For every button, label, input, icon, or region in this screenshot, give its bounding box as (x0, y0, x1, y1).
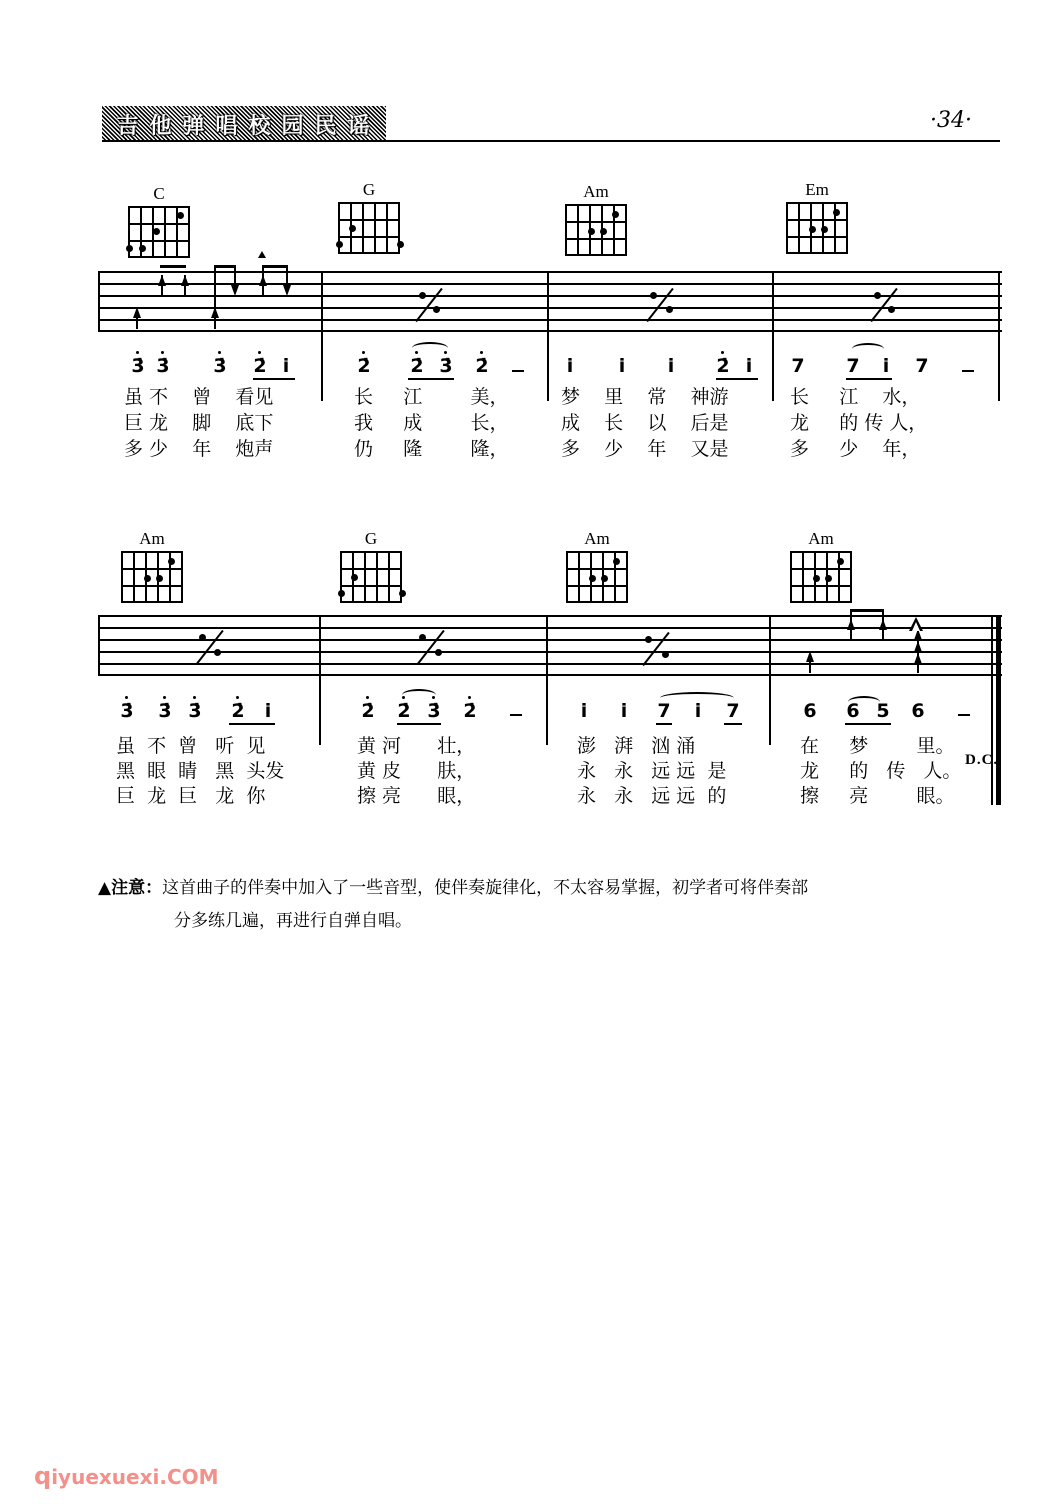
jianpu-note: 3̇ (128, 355, 148, 377)
chord-name: C (153, 184, 165, 203)
strum-up-icon (879, 619, 887, 630)
finger-dot (837, 558, 844, 565)
barline (319, 615, 321, 745)
tie-arc (848, 696, 880, 708)
lyric-verse-1: 在 梦 里。 (800, 735, 955, 757)
lyric-verse-1: 虽 不 曾 听 见 (116, 735, 266, 757)
finger-dot (589, 575, 596, 582)
book-title-banner (102, 106, 386, 142)
chord-name: Am (583, 182, 609, 201)
chord-grid (338, 202, 400, 254)
finger-dot (144, 575, 151, 582)
strum-up-icon (847, 619, 855, 630)
jianpu-note: 2̇ (354, 355, 374, 377)
note-text-line-1: 这首曲子的伴奏中加入了一些音型，使伴奏旋律化，不太容易掌握，初学者可将伴奏部 (162, 878, 809, 898)
strum-down-icon (283, 285, 291, 296)
finger-dot (809, 226, 816, 233)
lyric-verse-3: 多 少 年， (790, 438, 921, 460)
chord-diagram-c (124, 184, 194, 258)
sustain-dash (958, 714, 970, 716)
chord-diagram-g (334, 180, 404, 254)
note-text-line-2: 分多练几遍，再进行自弹自唱。 (174, 911, 412, 931)
tie-arc (412, 342, 448, 354)
title-char: 园 (281, 113, 306, 139)
tie-arc (852, 343, 884, 355)
watermark-text: iyuexuexi.COM (51, 1465, 219, 1489)
watermark-q: q (34, 1462, 52, 1490)
strum-up-icon (158, 275, 166, 286)
chord-diagram-am (786, 529, 856, 603)
chord-name: Am (808, 529, 834, 548)
jianpu-note: i (282, 355, 290, 377)
jianpu-note: 2̇ (407, 355, 427, 377)
chord-diagram-em (782, 180, 852, 254)
finger-dot (126, 245, 133, 252)
finger-dot (825, 575, 832, 582)
strum-down-icon (231, 285, 239, 296)
sustain-dash (512, 370, 524, 372)
lyric-verse-2: 巨 龙 脚 底下 (124, 412, 274, 434)
jianpu-note: 7 (791, 355, 805, 377)
strum-up-icon (914, 653, 922, 664)
finger-dot (336, 241, 343, 248)
barline (769, 615, 771, 745)
lyric-verse-2: 黄 皮 肤， (357, 760, 476, 782)
jianpu-note: i (620, 700, 628, 722)
title-char: 弹 (182, 113, 207, 139)
chord-diagram-am (117, 529, 187, 603)
title-char: 吉 (116, 113, 141, 139)
tie-arc (402, 689, 436, 701)
jianpu-note: i (580, 700, 588, 722)
guitar-staff (98, 271, 1002, 331)
jianpu-note: i (882, 355, 890, 377)
jianpu-note: 6 (803, 700, 817, 722)
jianpu-note: i (745, 355, 753, 377)
strum-up-icon (133, 307, 141, 318)
chord-name: G (364, 529, 378, 548)
strum-up-icon (259, 275, 267, 286)
lyric-verse-2: 龙 的 传 人， (790, 412, 928, 434)
finger-dot (612, 211, 619, 218)
lyric-verse-1: 梦 里 常 神游 (561, 386, 729, 408)
title-char: 民 (314, 113, 339, 139)
jianpu-note: 3̇ (155, 700, 175, 722)
finger-dot (588, 228, 595, 235)
finger-dot (177, 212, 184, 219)
finger-dot (349, 225, 356, 232)
jianpu-note: 2̇ (250, 355, 270, 377)
title-char: 他 (149, 113, 174, 139)
performance-note (98, 872, 1008, 938)
final-barline-thick (996, 615, 1001, 805)
finger-dot (601, 575, 608, 582)
chord-name: G (362, 180, 376, 199)
jianpu-note: 2̇ (358, 700, 378, 722)
lyric-verse-3: 擦 亮 眼。 (800, 785, 955, 807)
finger-dot (833, 209, 840, 216)
jianpu-note: 5 (876, 700, 890, 722)
jianpu-note: 7 (657, 700, 671, 722)
site-watermark (34, 1462, 219, 1490)
lyric-verse-1: 长 江 水， (790, 386, 921, 408)
barline (772, 271, 774, 401)
chord-diagram-am (561, 182, 631, 256)
chord-name: Am (584, 529, 610, 548)
lyric-verse-2: 我 成 长， (354, 412, 509, 434)
page-number: ·34· (930, 108, 972, 133)
barline (546, 615, 548, 745)
header-rule (102, 140, 1000, 142)
jianpu-note: 7 (726, 700, 740, 722)
jianpu-note: 3̇ (185, 700, 205, 722)
lyric-verse-1: 澎 湃 汹 涌 (577, 735, 696, 757)
jianpu-note: 3̇ (153, 355, 173, 377)
jianpu-note: 2̇ (228, 700, 248, 722)
guitar-staff (98, 615, 1002, 675)
title-char: 唱 (215, 113, 240, 139)
lyric-verse-1: 黄 河 壮， (357, 735, 476, 757)
title-char: 谣 (347, 113, 372, 139)
note-label: ▲注意： (98, 878, 163, 898)
lyric-verse-2: 黑 眼 睛 黑 头发 (116, 760, 285, 782)
jianpu-note: 7 (915, 355, 929, 377)
strum-up-icon (211, 307, 219, 318)
finger-dot (156, 575, 163, 582)
finger-dot (613, 558, 620, 565)
jianpu-note: i (566, 355, 574, 377)
lyric-verse-2: 龙 的 传 人。 (800, 760, 962, 782)
jianpu-note: 3̇ (117, 700, 137, 722)
lyric-verse-1: 长 江 美， (354, 386, 509, 408)
chord-grid (565, 204, 627, 256)
lyric-verse-3: 永 永 远 远 的 (577, 785, 727, 807)
chord-name: Em (805, 180, 829, 199)
accent-icon (258, 251, 266, 258)
lyric-verse-3: 多 少 年 炮声 (124, 438, 274, 460)
finger-dot (397, 241, 404, 248)
lyric-verse-2: 成 长 以 后是 (561, 412, 729, 434)
tie-arc (660, 692, 734, 704)
finger-dot (399, 590, 406, 597)
barline (547, 271, 549, 401)
barline (998, 271, 1000, 401)
finger-dot (813, 575, 820, 582)
lyric-verse-1: 虽 不 曾 看见 (124, 386, 274, 408)
jianpu-note: 7 (846, 355, 860, 377)
jianpu-note: 3̇ (424, 700, 444, 722)
finger-dot (600, 228, 607, 235)
lyric-verse-3: 多 少 年 又是 (561, 438, 729, 460)
da-capo-mark: D.C. (965, 752, 999, 768)
chord-diagram-g (336, 529, 406, 603)
finger-dot (338, 590, 345, 597)
jianpu-note: 2̇ (460, 700, 480, 722)
finger-dot (168, 558, 175, 565)
finger-dot (153, 228, 160, 235)
jianpu-note: i (694, 700, 702, 722)
finger-dot (821, 226, 828, 233)
chord-grid (786, 202, 848, 254)
lyric-verse-3: 仍 隆 隆， (354, 438, 509, 460)
strum-up-icon (914, 641, 922, 652)
lyric-verse-2: 永 永 远 远 是 (577, 760, 727, 782)
finger-dot (139, 245, 146, 252)
strum-up-icon (181, 275, 189, 286)
sustain-dash (962, 370, 974, 372)
sustain-dash (510, 714, 522, 716)
chord-diagram-am (562, 529, 632, 603)
jianpu-note: 2̇ (713, 355, 733, 377)
jianpu-note: 3̇ (210, 355, 230, 377)
jianpu-note: i (264, 700, 272, 722)
title-char: 校 (248, 113, 273, 139)
strum-up-icon (806, 651, 814, 662)
jianpu-note: 3̇ (436, 355, 456, 377)
jianpu-note: 6 (846, 700, 860, 722)
chord-grid (128, 206, 190, 258)
jianpu-note: 2̇ (472, 355, 492, 377)
finger-dot (351, 574, 358, 581)
final-barline-thin (991, 615, 993, 805)
chord-grid (790, 551, 852, 603)
lyric-verse-3: 擦 亮 眼， (357, 785, 476, 807)
jianpu-note: 6 (911, 700, 925, 722)
jianpu-note: i (618, 355, 626, 377)
chord-grid (566, 551, 628, 603)
jianpu-note: i (667, 355, 675, 377)
jianpu-note: 2̇ (394, 700, 414, 722)
lyric-verse-3: 巨 龙 巨 龙 你 (116, 785, 266, 807)
chord-name: Am (139, 529, 165, 548)
chord-grid (121, 551, 183, 603)
chord-grid (340, 551, 402, 603)
barline (321, 271, 323, 401)
